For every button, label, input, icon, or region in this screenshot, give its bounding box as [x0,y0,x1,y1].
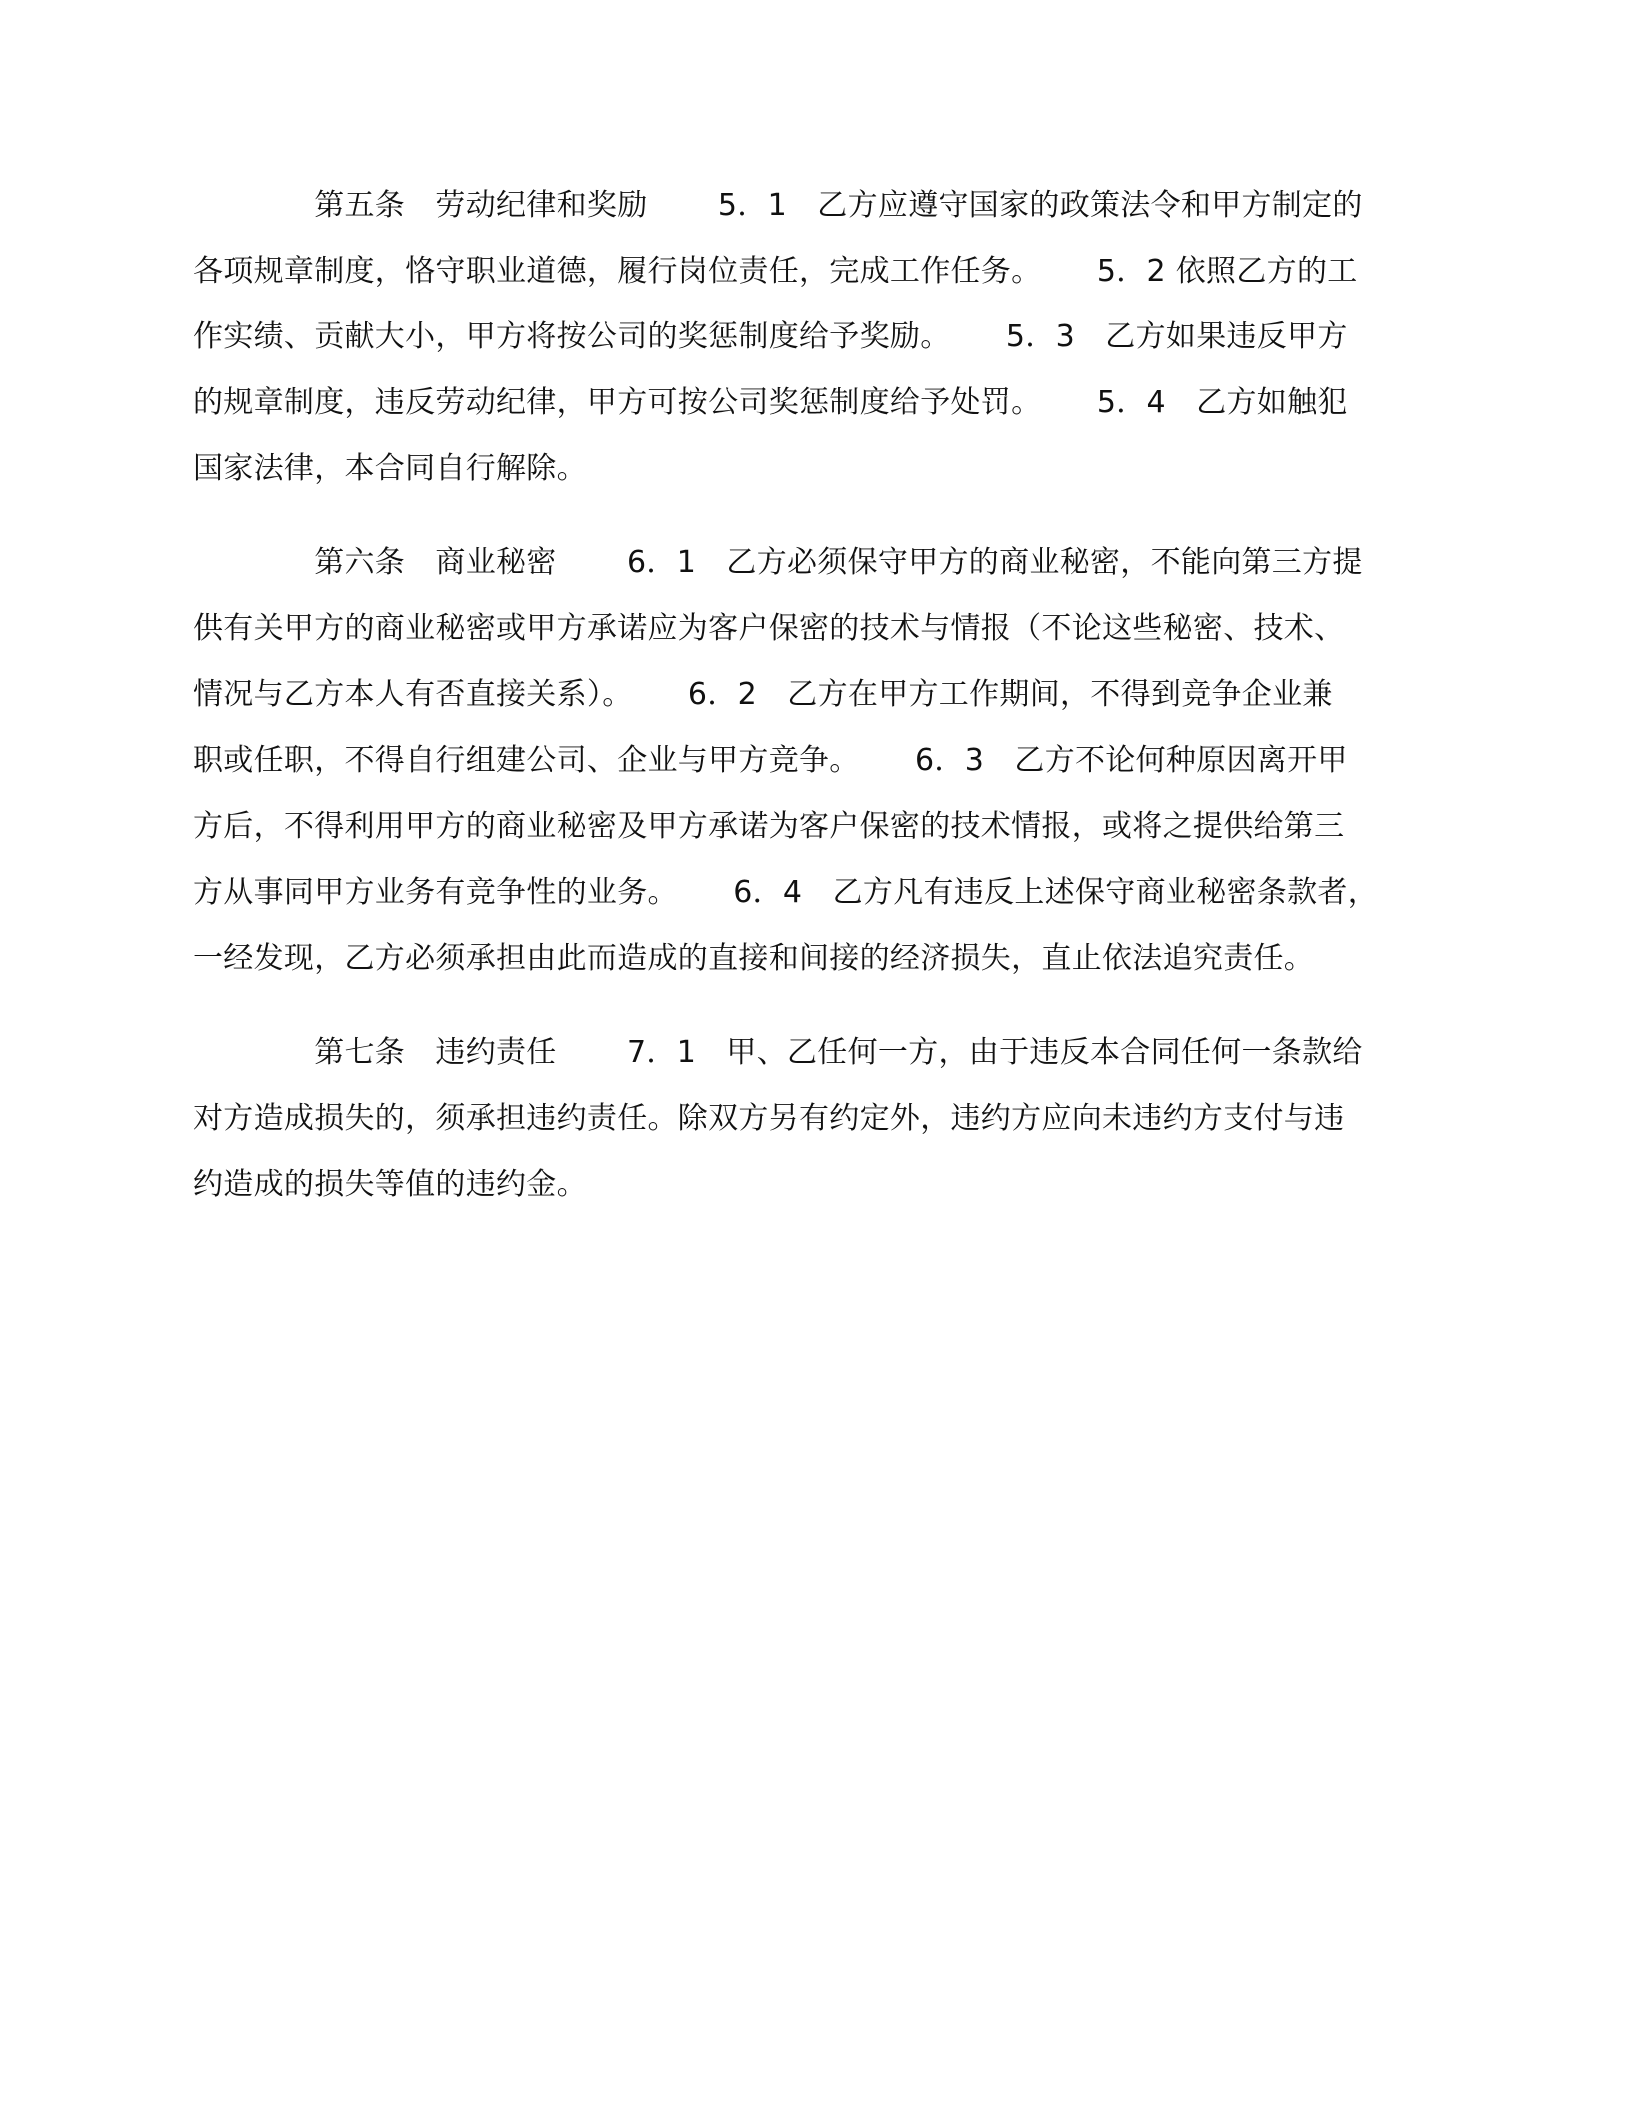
article-5-line-2: 各项规章制度，恪守职业道德，履行岗位责任，完成工作任务。 5．2 依照乙方的工 [193,254,1358,289]
article-6-line-6: 方从事同甲方业务有竞争性的业务。 6．4 乙方凡有违反上述保守商业秘密条款者， [193,875,1379,910]
article-5-line-5: 国家法律，本合同自行解除。 [193,451,587,486]
article-5-line-4: 的规章制度，违反劳动纪律，甲方可按公司奖惩制度给予处罚。 5．4 乙方如触犯 [193,385,1348,420]
article-6-line-3: 情况与乙方本人有否直接关系）。 6．2 乙方在甲方工作期间，不得到竞争企业兼 [193,677,1333,712]
article-6-line-2: 供有关甲方的商业秘密或甲方承诺应为客户保密的技术与情报（不论这些秘密、技术、 [193,611,1345,646]
article-5-line-1: 第五条 劳动纪律和奖励 5．1 乙方应遵守国家的政策法令和甲方制定的 [193,188,1363,223]
article-6-line-4: 职或任职，不得自行组建公司、企业与甲方竞争。 6．3 乙方不论何种原因离开甲 [193,743,1348,778]
article-7-line-1: 第七条 违约责任 7．1 甲、乙任何一方，由于违反本合同任何一条款给 [193,1035,1363,1070]
article-5-line-3: 作实绩、贡献大小，甲方将按公司的奖惩制度给予奖励。 5．3 乙方如果违反甲方 [193,319,1348,354]
article-6-line-5: 方后，不得利用甲方的商业秘密及甲方承诺为客户保密的技术情报，或将之提供给第三 [193,809,1345,844]
article-6-line-1: 第六条 商业秘密 6．1 乙方必须保守甲方的商业秘密，不能向第三方提 [193,545,1363,580]
article-7-line-3: 约造成的损失等值的违约金。 [193,1167,587,1202]
article-7-line-2: 对方造成损失的，须承担违约责任。除双方另有约定外，违约方应向未违约方支付与违 [193,1101,1345,1136]
article-6-line-7: 一经发现，乙方必须承担由此而造成的直接和间接的经济损失，直止依法追究责任。 [193,941,1315,976]
